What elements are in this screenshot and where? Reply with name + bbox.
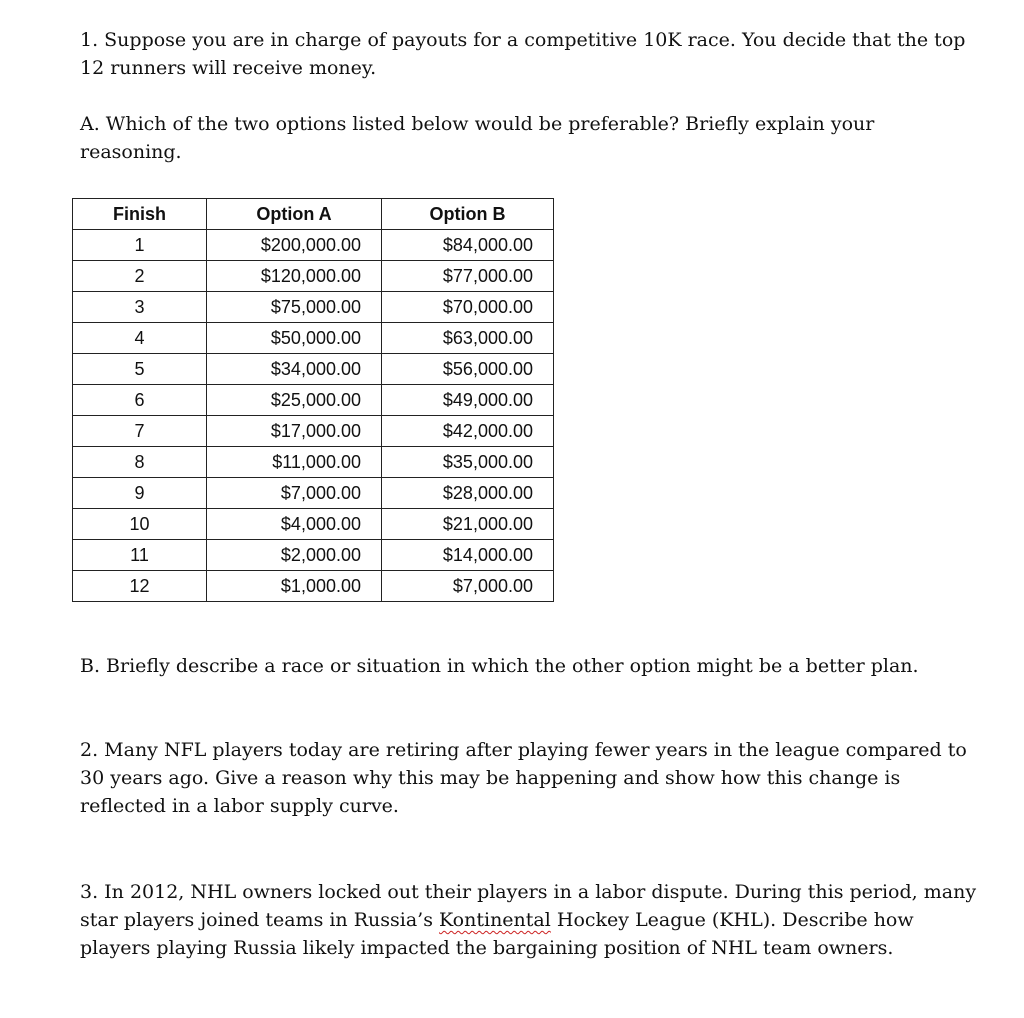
cell-finish: 1 [73,230,207,261]
table-row [73,416,554,447]
table-row [73,540,554,571]
cell-finish: 8 [73,447,207,478]
cell-option-a: $7,000.00 [207,478,382,509]
cell-option-a: $2,000.00 [207,540,382,571]
cell-option-a: $4,000.00 [207,509,382,540]
cell-option-b: $42,000.00 [382,416,554,447]
table-row [73,385,554,416]
question-2: 2. Many NFL players today are retiring after playing fewer years in the league compared to 30 years ago. Give a reason why this may be happening and show how this change is reflected in a labor supply curve. [80,739,967,817]
header-option-b: Option B [382,199,554,230]
cell-option-a: $11,000.00 [207,447,382,478]
question-1a: A. Which of the two options listed below would be preferable? Briefly explain your reasoning. [80,113,875,163]
question-3-text-before: 3. In 2012, NHL owners locked out their players in a labor dispute. During this period, many star players joined teams in Russia’s [80,881,977,931]
cell-option-b: $49,000.00 [382,385,554,416]
cell-option-b: $14,000.00 [382,540,554,571]
cell-finish: 9 [73,478,207,509]
cell-option-a: $17,000.00 [207,416,382,447]
question-1b: B. Briefly describe a race or situation in which the other option might be a better plan. [80,655,919,677]
table-row [73,323,554,354]
table-row [73,230,554,261]
cell-option-b: $21,000.00 [382,509,554,540]
table-row [73,292,554,323]
table-row [73,261,554,292]
cell-finish: 3 [73,292,207,323]
question-1-intro: 1. Suppose you are in charge of payouts for a competitive 10K race. You decide that the top 12 runners will receive money. [80,29,966,79]
cell-option-b: $84,000.00 [382,230,554,261]
cell-finish: 10 [73,509,207,540]
cell-option-b: $7,000.00 [382,571,554,602]
cell-option-a: $120,000.00 [207,261,382,292]
cell-option-b: $77,000.00 [382,261,554,292]
cell-option-a: $75,000.00 [207,292,382,323]
table-row [73,478,554,509]
table-row [73,509,554,540]
cell-option-b: $63,000.00 [382,323,554,354]
payout-table [72,198,554,602]
spellcheck-flagged-word: Kontinental [439,909,551,931]
cell-option-a: $1,000.00 [207,571,382,602]
cell-finish: 5 [73,354,207,385]
table-row [73,447,554,478]
header-option-a: Option A [207,199,382,230]
question-3-text-after: Hockey League (KHL). Describe how players playing Russia likely impacted the bargaining position of NHL team owners. [80,909,914,959]
cell-finish: 4 [73,323,207,354]
cell-finish: 12 [73,571,207,602]
cell-finish: 2 [73,261,207,292]
cell-finish: 7 [73,416,207,447]
cell-option-a: $50,000.00 [207,323,382,354]
question-3 [80,878,980,962]
table-row [73,354,554,385]
cell-option-b: $35,000.00 [382,447,554,478]
cell-option-b: $70,000.00 [382,292,554,323]
table-row [73,571,554,602]
cell-option-a: $200,000.00 [207,230,382,261]
cell-finish: 6 [73,385,207,416]
cell-option-b: $56,000.00 [382,354,554,385]
header-finish: Finish [73,199,207,230]
table-body [73,230,554,602]
cell-finish: 11 [73,540,207,571]
cell-option-b: $28,000.00 [382,478,554,509]
cell-option-a: $34,000.00 [207,354,382,385]
table-header-row [73,199,554,230]
cell-option-a: $25,000.00 [207,385,382,416]
